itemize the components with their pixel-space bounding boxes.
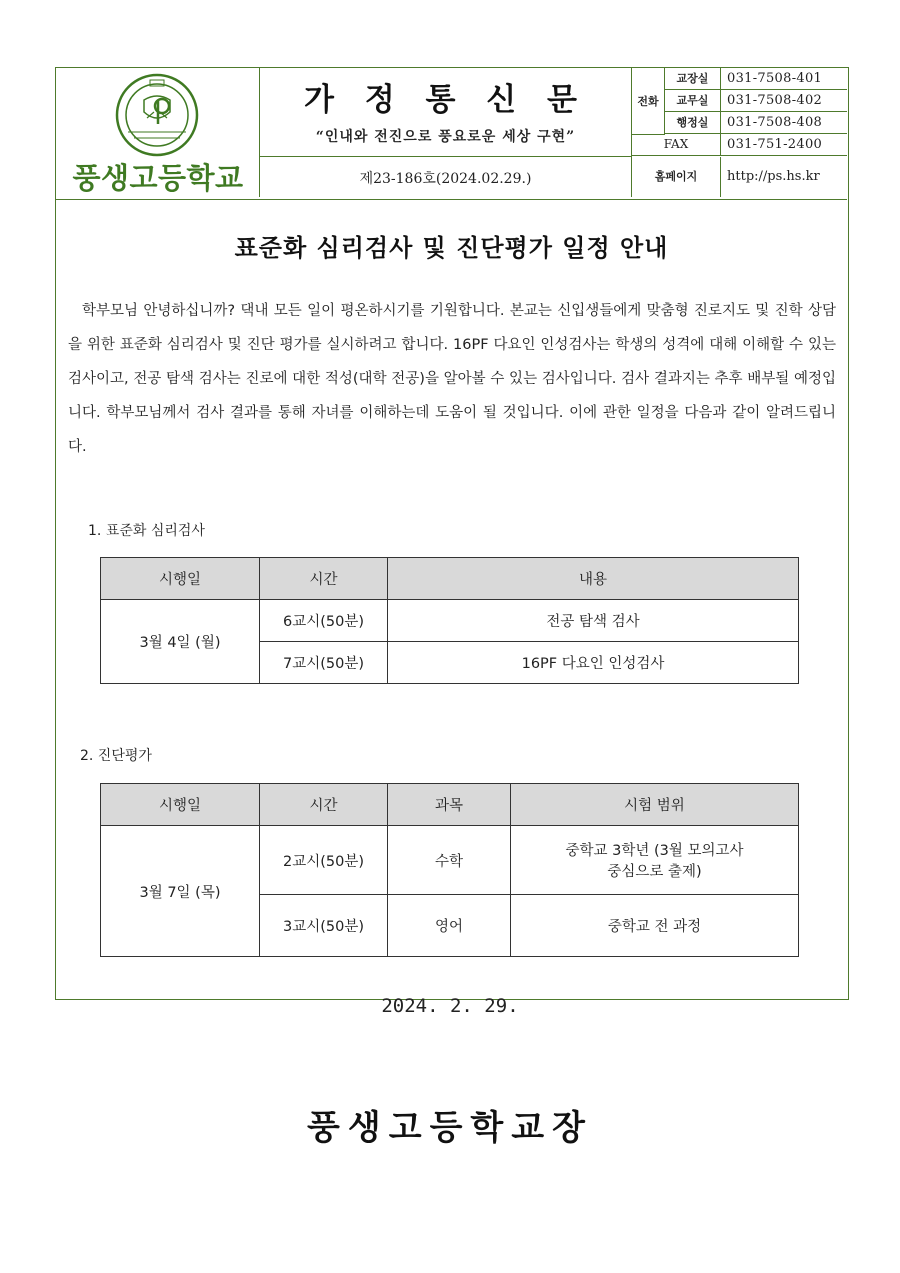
range-cell: 중학교 전 과정 [511, 895, 799, 957]
logo-cell [56, 68, 260, 197]
contact-value: 031-7508-401 [727, 71, 823, 86]
table-header: 시험 범위 [511, 784, 799, 826]
contact-label: 교장실 [665, 68, 721, 89]
school-name: 풍생고등학교 [72, 161, 244, 195]
contact-table [632, 68, 847, 197]
fax-value: 031-751-2400 [727, 137, 823, 152]
fax-row [632, 134, 847, 156]
range-line: 중심으로 출제) [607, 864, 702, 880]
homepage-link[interactable]: http://ps.hs.kr [727, 169, 820, 184]
homepage-row [632, 157, 847, 197]
table-header-row [101, 558, 799, 600]
contact-label: 교무실 [665, 90, 721, 111]
table-header: 시행일 [101, 558, 260, 600]
diagnostic-test-table [100, 783, 799, 957]
date-cell: 3월 4일 (월) [101, 600, 260, 684]
subject-cell: 영어 [388, 895, 511, 957]
psych-test-table [100, 557, 799, 684]
body-paragraph: 학부모님 안녕하십니까? 댁내 모든 일이 평온하시기를 기원합니다. 본교는 신입생들에게 맞춤형 진로지도 및 진학 상담을 위한 표준화 심리검사 및 진단 평가를 실시하려고 합니다. 16PF 다요인 인성검사는 학생의 성격에 대해 이해할 수 있는 검사이고, 전공 탐색 검사는 진로에 대한 적성(대학 전공)을 알아볼 수 있는 검사입니다. 검사 결과지는 추후 배부될 예정입니다. 학부모님께서 검사 결과를 통해 자녀를 이해하는데 도움이 될 것입니다. 이에 관한 일정을 다음과 같이 알려드립니다. [68, 303, 836, 455]
contact-label: 행정실 [665, 112, 721, 133]
subject-cell: 수학 [388, 826, 511, 895]
contact-row [665, 90, 847, 112]
time-cell: 3교시(50분) [260, 895, 388, 957]
letter-frame [55, 67, 849, 1000]
school-slogan: “인내와 전진으로 풍요로운 세상 구현” [315, 129, 576, 145]
table-header: 시간 [260, 784, 388, 826]
table-header: 시행일 [101, 784, 260, 826]
school-emblem-icon [114, 72, 200, 158]
table-row [101, 600, 799, 642]
fax-label: FAX [632, 134, 721, 155]
contact-value: 031-7508-408 [727, 115, 823, 130]
newsletter-title: 가 정 통 신 문 [304, 82, 587, 118]
issue-date: 2024. 2. 29. [381, 995, 519, 1017]
table-header: 과목 [388, 784, 511, 826]
document-title: 표준화 심리검사 및 진단평가 일정 안내 [234, 234, 669, 262]
table-row [101, 826, 799, 895]
table-header-row [101, 784, 799, 826]
content-cell: 전공 탐색 검사 [388, 600, 799, 642]
content-cell: 16PF 다요인 인성검사 [388, 642, 799, 684]
section1-label: 1. 표준화 심리검사 [88, 523, 205, 539]
table-header: 내용 [388, 558, 799, 600]
phone-label: 전화 [632, 68, 665, 135]
time-cell: 6교시(50분) [260, 600, 388, 642]
issue-number: 제23-186호(2024.02.29.) [359, 171, 532, 187]
table-header: 시간 [260, 558, 388, 600]
contact-value: 031-7508-402 [727, 93, 823, 108]
contact-row [665, 68, 847, 90]
section2-label: 2. 진단평가 [80, 748, 152, 764]
range-line: 중학교 3학년 (3월 모의고사 [565, 843, 744, 859]
contact-row [665, 112, 847, 134]
date-cell: 3월 7일 (목) [101, 826, 260, 957]
title-cell [260, 68, 632, 157]
letter-header [56, 68, 847, 200]
issue-cell [260, 157, 632, 197]
time-cell: 2교시(50분) [260, 826, 388, 895]
time-cell: 7교시(50분) [260, 642, 388, 684]
principal-signature: 풍생고등학교장 [307, 1108, 593, 1148]
range-cell [511, 826, 799, 895]
homepage-label: 홈페이지 [632, 157, 721, 197]
